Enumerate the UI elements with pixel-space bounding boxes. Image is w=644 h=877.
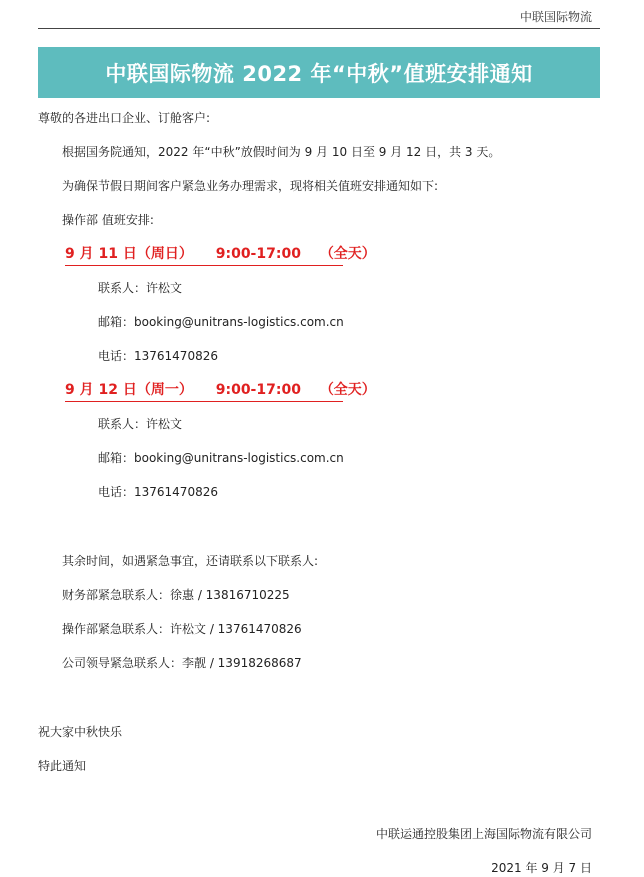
shift-email: 邮箱：booking@unitrans-logistics.com.cn <box>98 451 344 465</box>
shift-phone: 电话：13761470826 <box>98 349 218 363</box>
emergency-contact-operations: 操作部紧急联系人：许松文 / 13761470826 <box>62 622 302 636</box>
other-time-paragraph: 其余时间，如遇紧急事宜，还请联系以下联系人: <box>62 554 319 568</box>
shift-contact: 联系人：许松文 <box>98 281 183 295</box>
dept-schedule-heading: 操作部 值班安排: <box>62 213 154 227</box>
notice-title: 中联国际物流 2022 年“中秋”值班安排通知 <box>38 47 600 98</box>
shift-date-line <box>65 379 376 402</box>
shift-time: 9:00-17:00 <box>215 382 301 398</box>
purpose-paragraph: 为确保节假日期间客户紧急业务办理需求，现将相关值班安排通知如下: <box>62 179 439 193</box>
shift-phone: 电话：13761470826 <box>98 485 218 499</box>
shift-date: 9 月 12 日（周一） <box>65 382 193 398</box>
header-divider <box>38 28 600 29</box>
shift-date-line <box>65 243 376 266</box>
shift-contact: 联系人：许松文 <box>98 417 183 431</box>
signature-date: 2021 年 9 月 7 日 <box>491 861 592 875</box>
header-company: 中联国际物流 <box>519 10 592 24</box>
shift-date: 9 月 11 日（周日） <box>65 246 193 262</box>
notice-text: 特此通知 <box>38 759 87 773</box>
shift-time: 9:00-17:00 <box>215 246 301 262</box>
shift-email: 邮箱：booking@unitrans-logistics.com.cn <box>98 315 344 329</box>
shift-scope: （全天） <box>319 246 376 262</box>
shift-scope: （全天） <box>319 382 376 398</box>
emergency-contact-finance: 财务部紧急联系人：徐惠 / 13816710225 <box>62 588 290 602</box>
holiday-paragraph: 根据国务院通知，2022 年“中秋”放假时间为 9 月 10 日至 9 月 12 日，共 3 天。 <box>62 145 501 159</box>
wish-text: 祝大家中秋快乐 <box>38 725 123 739</box>
emergency-contact-leader: 公司领导紧急联系人：李靓 / 13918268687 <box>62 656 302 670</box>
signature-company: 中联运通控股集团上海国际物流有限公司 <box>375 827 592 841</box>
greeting: 尊敬的各进出口企业、订舱客户: <box>38 111 211 125</box>
